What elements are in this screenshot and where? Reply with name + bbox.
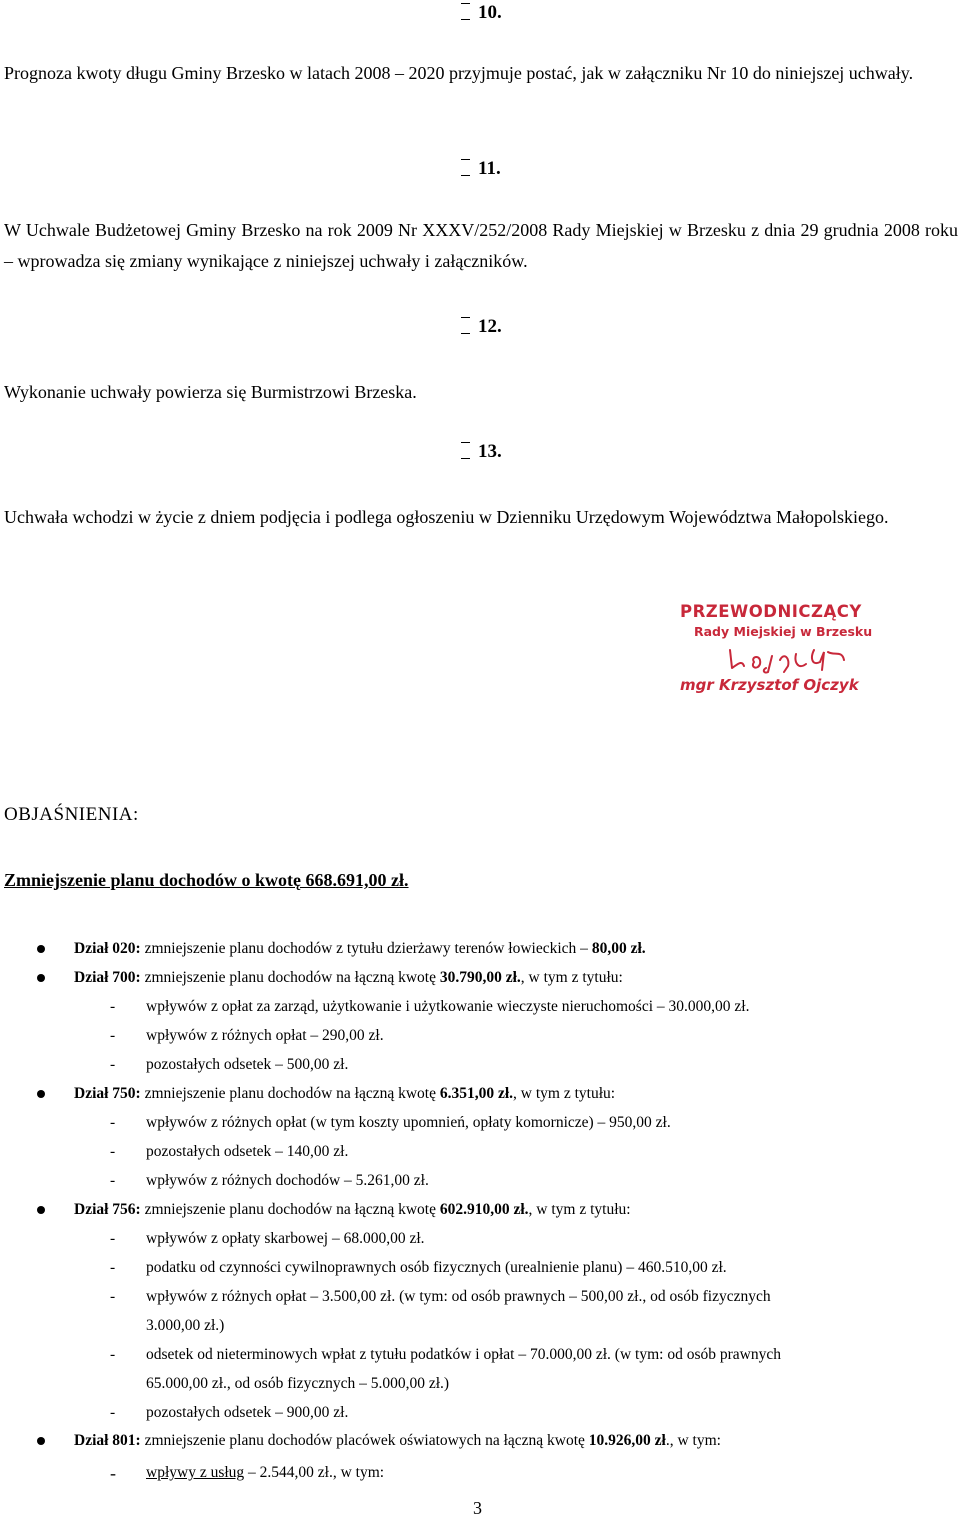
section-12-text: Wykonanie uchwały powierza się Burmistrzowi Brzeska.	[4, 382, 417, 402]
dzial-801-item: wpływy z usług – 2.544,00 zł., w tym:	[146, 1464, 385, 1481]
section-10-text: Prognoza kwoty długu Gminy Brzesko w latach 2008 – 2020 przyjmuje postać, jak w załączniku Nr 10 do niniejszej uchwały.	[4, 63, 914, 83]
list-dash: -	[110, 1463, 116, 1483]
dzial-756-item-continued: 65.000,00 zł., od osób fizycznych – 5.000,00 zł.)	[146, 1375, 450, 1392]
section-11-heading: 11.	[461, 158, 501, 180]
dzial-756-item-continued: 3.000,00 zł.)	[146, 1317, 225, 1334]
page-number: 3	[473, 1498, 482, 1518]
stamp-name: mgr Krzysztof Ojczyk	[680, 676, 859, 694]
bullet-icon	[37, 1206, 45, 1214]
paragraph-sign-icon	[461, 442, 470, 459]
bullet-icon	[37, 974, 45, 982]
paragraph-sign-icon	[461, 159, 470, 176]
list-dash: -	[110, 1143, 116, 1160]
section-12-heading: 12.	[461, 316, 502, 338]
bullet-icon	[37, 1437, 45, 1445]
list-dash: -	[110, 1027, 116, 1044]
list-dash: -	[110, 1056, 116, 1073]
stamp-title: PRZEWODNICZĄCY	[680, 602, 862, 621]
dzial-756-item: wpływów z różnych opłat – 3.500,00 zł. (w tym: od osób prawnych – 500,00 zł., od osób fizycznych	[146, 1288, 771, 1305]
list-dash: -	[110, 998, 116, 1015]
list-dash: -	[110, 1288, 116, 1305]
dzial-756-item: podatku od czynności cywilnoprawnych osób fizycznych (urealnienie planu) – 460.510,00 zł.	[146, 1259, 727, 1276]
list-dash: -	[110, 1172, 116, 1189]
list-dash: -	[110, 1114, 116, 1131]
dzial-756-line: Dział 756: zmniejszenie planu dochodów na łączną kwotę 602.910,00 zł., w tym z tytułu:	[74, 1201, 631, 1218]
explanations-subheading: Zmniejszenie planu dochodów o kwotę 668.691,00 zł.	[4, 870, 409, 890]
dzial-750-item: pozostałych odsetek – 140,00 zł.	[146, 1143, 349, 1160]
stamp-subtitle: Rady Miejskiej w Brzesku	[694, 624, 873, 639]
dzial-750-item: wpływów z różnych opłat (w tym koszty upomnień, opłaty komornicze) – 950,00 zł.	[146, 1114, 671, 1131]
dzial-750-line: Dział 750: zmniejszenie planu dochodów na łączną kwotę 6.351,00 zł., w tym z tytułu:	[74, 1085, 616, 1102]
dzial-700-item: pozostałych odsetek – 500,00 zł.	[146, 1056, 349, 1073]
section-11-text: W Uchwale Budżetowej Gminy Brzesko na rok 2009 Nr XXXV/252/2008 Rady Miejskiej w Brzesku z dnia 29 grudnia 2008 roku – wprowadza się zmiany wynikające z niniejszej uchwały i załączników.	[4, 220, 958, 271]
paragraph-sign-icon	[461, 317, 470, 334]
list-dash: -	[110, 1404, 116, 1421]
section-13-heading: 13.	[461, 441, 502, 463]
dzial-700-item: wpływów z opłat za zarząd, użytkowanie i użytkowanie wieczyste nieruchomości – 30.000,00 zł.	[146, 998, 750, 1015]
dzial-700-line: Dział 700: zmniejszenie planu dochodów na łączną kwotę 30.790,00 zł., w tym z tytułu:	[74, 969, 623, 986]
dzial-756-item: wpływów z opłaty skarbowej – 68.000,00 zł.	[146, 1230, 425, 1247]
dzial-750-item: wpływów z różnych dochodów – 5.261,00 zł.	[146, 1172, 429, 1189]
dzial-700-item: wpływów z różnych opłat – 290,00 zł.	[146, 1027, 384, 1044]
list-dash: -	[110, 1230, 116, 1247]
section-13-text: Uchwała wchodzi w życie z dniem podjęcia i podlega ogłoszeniu w Dzienniku Urzędowym Województwa Małopolskiego.	[4, 507, 889, 527]
dzial-020-line: Dział 020: zmniejszenie planu dochodów z tytułu dzierżawy terenów łowieckich – 80,00 zł.	[74, 940, 646, 957]
paragraph-sign-icon	[461, 3, 470, 20]
list-dash: -	[110, 1346, 116, 1363]
signature-icon	[724, 642, 874, 676]
list-dash: -	[110, 1259, 116, 1276]
chairman-stamp	[674, 602, 902, 702]
explanations-heading: OBJAŚNIENIA:	[4, 804, 139, 825]
dzial-756-item: odsetek od nieterminowych wpłat z tytułu podatków i opłat – 70.000,00 zł. (w tym: od osób prawnych	[146, 1346, 781, 1363]
dzial-801-line: Dział 801: zmniejszenie planu dochodów placówek oświatowych na łączną kwotę 10.926,00 zł., w tym:	[74, 1432, 721, 1449]
dzial-756-item: pozostałych odsetek – 900,00 zł.	[146, 1404, 349, 1421]
bullet-icon	[37, 1090, 45, 1098]
bullet-icon	[37, 945, 45, 953]
section-10-heading: 10.	[461, 2, 502, 24]
